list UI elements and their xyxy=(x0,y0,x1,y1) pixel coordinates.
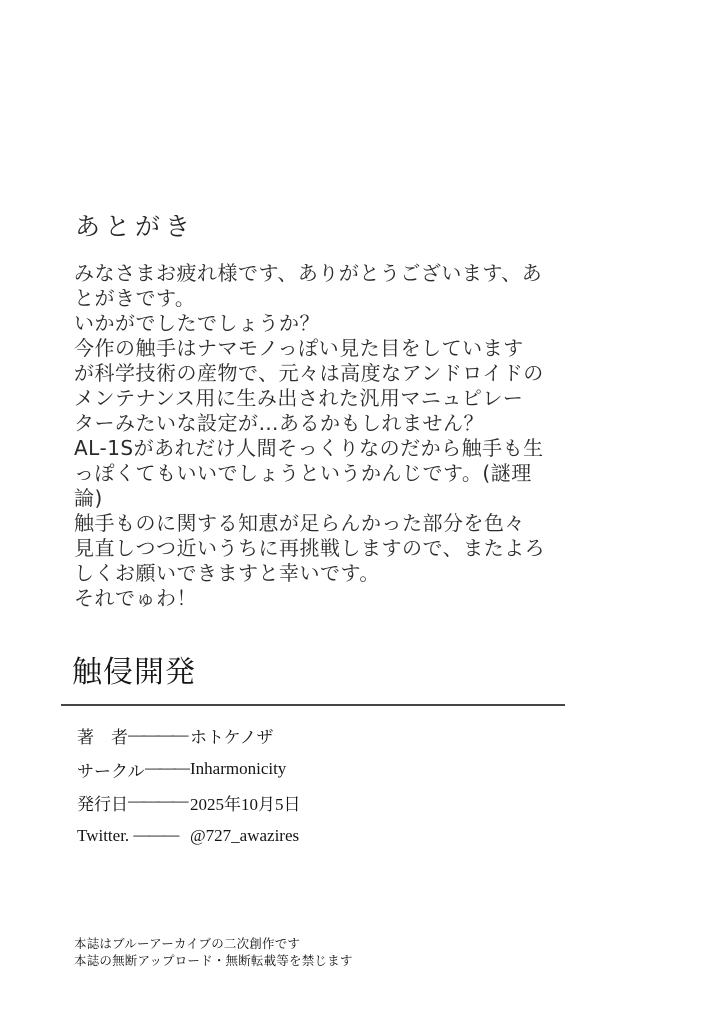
credit-value-author: ホトケノザ xyxy=(190,728,274,748)
credit-label-author: 著 者 xyxy=(77,728,128,748)
credit-label-publish-date: 発行日 xyxy=(77,794,128,814)
afterword-body-line: 今作の触手はナマモノっぽい見た目をしています xyxy=(74,336,524,360)
afterword-body-line: とがきです。 xyxy=(74,286,196,310)
leader-dash: ———— xyxy=(128,791,186,811)
afterword-body-line: しくお願いできますと幸いです。 xyxy=(74,561,380,585)
credit-row-twitter xyxy=(77,819,407,852)
credit-row-circle xyxy=(77,752,407,785)
credit-value-circle: Inharmonicity xyxy=(190,759,287,779)
credit-left xyxy=(77,757,190,782)
colophon-credits xyxy=(77,719,407,853)
afterword-title: あとがき xyxy=(75,212,196,241)
leader-dash: ——— xyxy=(144,758,188,778)
afterword-body-line: 見直しつつ近いうちに再挑戦しますので、またよろ xyxy=(74,536,546,560)
horizontal-rule xyxy=(61,704,565,706)
footer-disclaimer-line: 本誌の無断アップロード・無断転載等を禁じます xyxy=(74,954,353,968)
credit-value-twitter-handle: @727_awazires xyxy=(190,825,300,845)
credit-row-publish-date xyxy=(77,786,407,819)
afterword-body-line: ターみたいな設定が…あるかもしれません？ xyxy=(74,411,484,435)
footer-disclaimer-line: 本誌はブルーアーカイブの二次創作です xyxy=(74,937,301,951)
leader-dash: ——— xyxy=(133,825,177,844)
credit-left xyxy=(77,723,190,748)
afterword-body-line: っぽくてもいいでしょうというかんじです。(謎理 xyxy=(74,461,532,485)
afterword-body-line: いかがでしたでしょうか？ xyxy=(74,311,320,335)
afterword-body-line: が科学技術の産物で、元々は高度なアンドロイドの xyxy=(74,361,544,385)
leader-dash: ———— xyxy=(128,724,186,744)
afterword-body xyxy=(74,261,564,611)
credit-label-circle: サークル xyxy=(77,761,145,781)
afterword-body-line: それでゅわ！ xyxy=(74,586,197,610)
afterword-body-line: メンテナンス用に生み出された汎用マニュピレー xyxy=(74,386,524,410)
footer-disclaimer xyxy=(74,936,353,970)
credit-row-author xyxy=(77,719,407,752)
work-title: 触侵開発 xyxy=(72,656,196,689)
afterword-body-line: みなさまお疲れ様です、ありがとうございます、あ xyxy=(74,261,543,285)
afterword-body-line: 触手ものに関する知恵が足らんかった部分を色々 xyxy=(74,511,525,535)
credit-left xyxy=(77,790,190,815)
credit-value-publish-date: 2025年10月5日 xyxy=(190,794,301,814)
afterword-body-line: AL-1Sがあれだけ人間そっくりなのだから触手も生 xyxy=(74,436,544,460)
afterword-body-line: 論) xyxy=(74,486,103,510)
credit-left xyxy=(77,826,190,846)
credit-label-twitter: Twitter. xyxy=(77,825,134,845)
